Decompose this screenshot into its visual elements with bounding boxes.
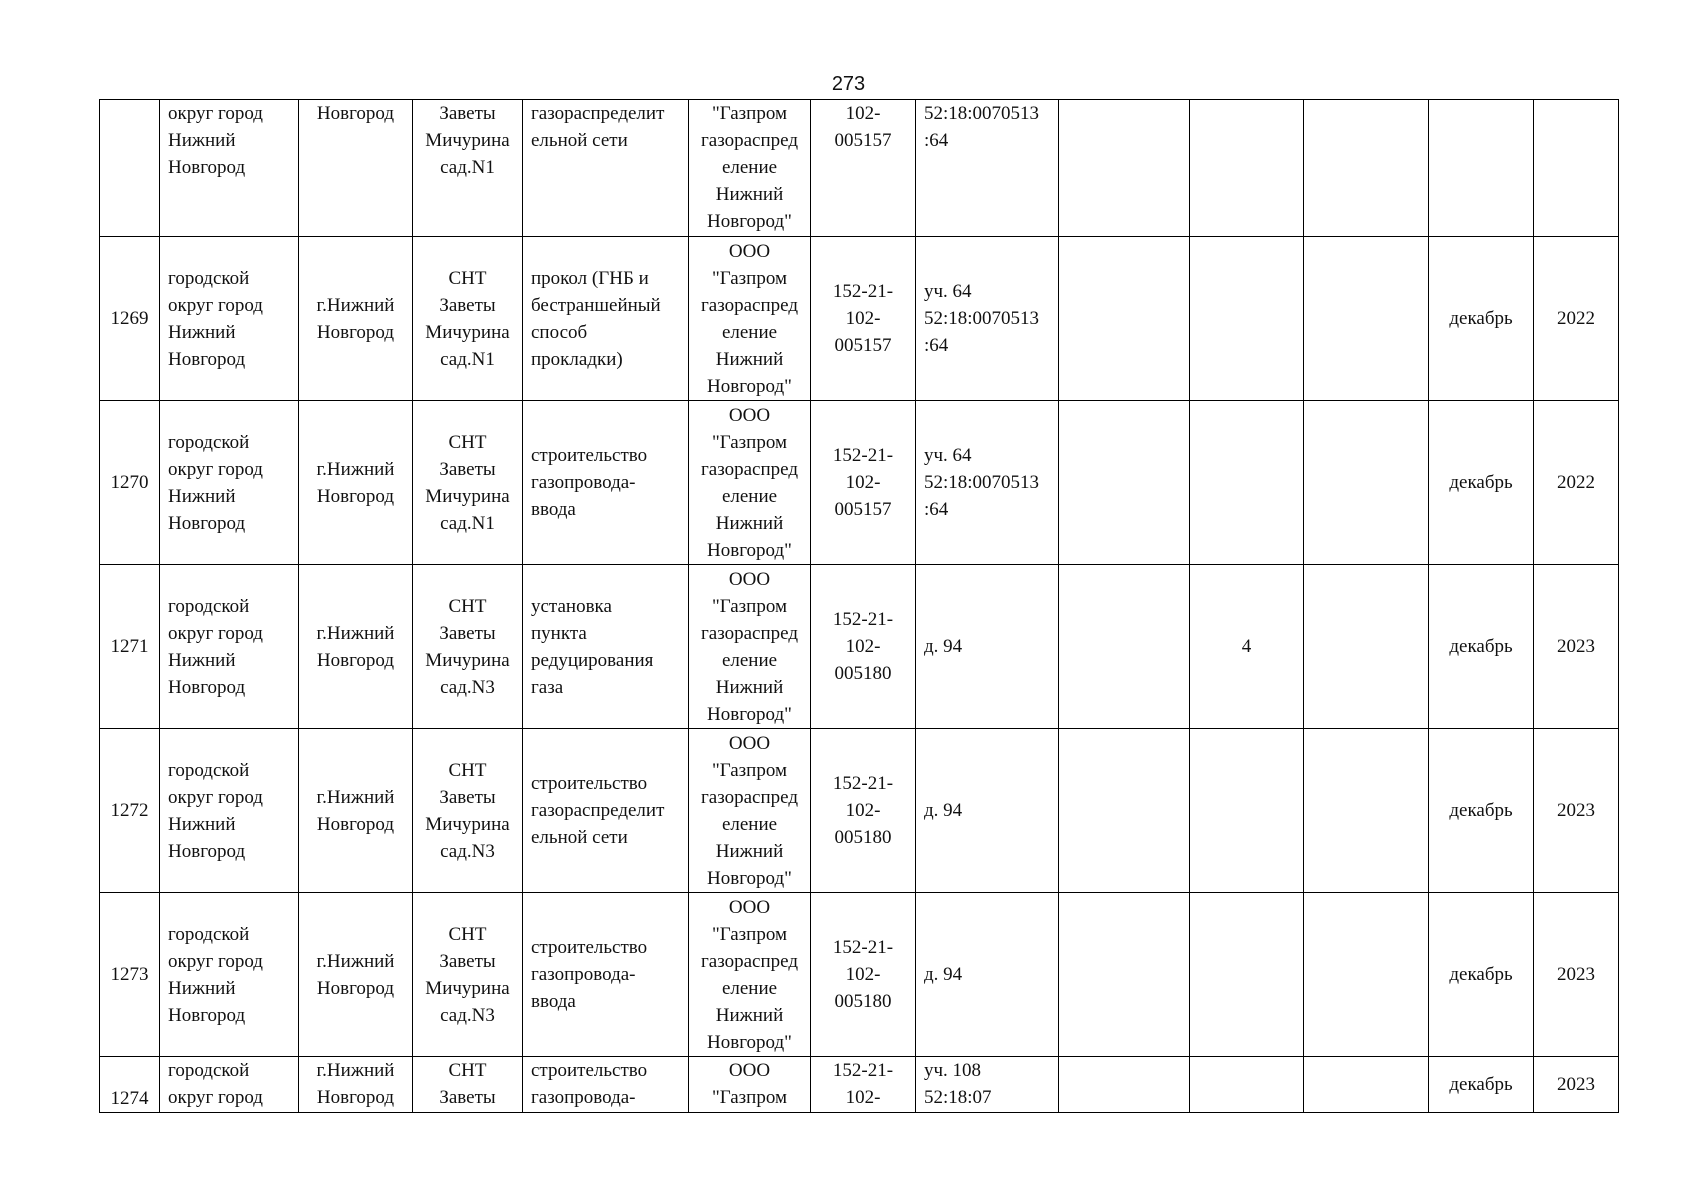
district-cell-line: округ город — [168, 786, 263, 808]
request-number-cell-line: 102- — [845, 308, 881, 329]
district-cell-line: Нижний — [168, 485, 236, 507]
city-cell — [299, 729, 413, 893]
request-number-cell — [811, 401, 916, 565]
organization-cell-line: еление — [721, 485, 778, 507]
value-cell-2 — [1190, 893, 1304, 1057]
district-cell-line: округ город — [168, 1087, 263, 1108]
organization-cell-line: Нижний — [715, 184, 784, 205]
organization-cell — [689, 401, 811, 565]
work-type-cell — [523, 565, 689, 729]
request-number-cell-line: 152-21- — [832, 609, 894, 630]
value-cell-2 — [1190, 729, 1304, 893]
city-cell-line: г.Нижний — [316, 786, 395, 808]
address-cell — [916, 565, 1059, 729]
organization-cell-line: "Газпром — [711, 595, 788, 617]
organization-cell — [689, 893, 811, 1057]
organization-cell-line: "Газпром — [711, 103, 788, 124]
organization-cell-line: "Газпром — [711, 759, 788, 781]
snt-cell-line: Мичурина — [425, 977, 510, 999]
address-cell — [916, 237, 1059, 401]
snt-cell-line: сад.N3 — [440, 840, 495, 862]
organization-cell-line: ООО — [728, 404, 771, 426]
year-cell: 2022 — [1534, 237, 1619, 401]
year-cell: 2023 — [1534, 1057, 1619, 1113]
snt-cell — [413, 565, 523, 729]
work-type-cell-line: газопровода- — [531, 1087, 636, 1108]
empty-cell-3 — [1304, 565, 1429, 729]
district-cell-line: округ город — [168, 622, 263, 644]
work-type-cell-line: установка — [531, 595, 612, 617]
organization-cell-line: Новгород" — [707, 867, 792, 889]
snt-cell-line: Заветы — [439, 1087, 496, 1108]
city-cell-line: г.Нижний — [316, 950, 395, 972]
address-cell-line: :64 — [924, 499, 949, 520]
organization-cell — [689, 237, 811, 401]
district-cell-line: округ город — [168, 294, 263, 316]
work-type-cell-line: ввода — [531, 991, 576, 1012]
address-cell — [916, 401, 1059, 565]
row-number-cell: 1273 — [100, 893, 160, 1057]
work-type-cell-line: строительство — [531, 1060, 648, 1081]
organization-cell-line: ООО — [728, 896, 771, 918]
row-number-cell: 1271 — [100, 565, 160, 729]
city-cell — [299, 401, 413, 565]
table-row — [100, 1057, 1619, 1113]
organization-cell-line: газораспред — [700, 950, 798, 972]
empty-cell-1 — [1059, 893, 1190, 1057]
work-type-cell — [523, 729, 689, 893]
empty-cell-1 — [1059, 565, 1190, 729]
request-number-cell-line: 005180 — [834, 663, 892, 684]
table-row — [100, 401, 1619, 565]
city-cell-line: г.Нижний — [316, 622, 395, 644]
table-row — [100, 237, 1619, 401]
work-type-cell-line: ельной сети — [531, 827, 628, 848]
organization-cell-line: "Газпром — [711, 431, 788, 453]
work-type-cell-line: способ — [531, 321, 588, 343]
snt-cell — [413, 893, 523, 1057]
snt-cell-line: СНТ — [448, 923, 487, 945]
organization-cell-line: ООО — [728, 240, 771, 262]
address-cell-line: 52:18:07 — [924, 1087, 992, 1108]
organization-cell-line: газораспред — [700, 458, 798, 480]
work-type-cell-line: строительство — [531, 773, 648, 794]
snt-cell-line: сад.N1 — [440, 348, 495, 370]
district-cell-line: городской — [168, 267, 250, 289]
address-cell — [916, 1057, 1059, 1113]
snt-cell — [413, 729, 523, 893]
district-cell-line: Нижний — [168, 977, 236, 999]
address-cell — [916, 729, 1059, 893]
snt-cell-line: Заветы — [439, 103, 496, 124]
district-cell — [160, 100, 299, 237]
district-cell-line: Новгород — [168, 348, 246, 370]
request-number-cell-line: 152-21- — [832, 445, 894, 466]
snt-cell-line: Мичурина — [425, 485, 510, 507]
city-cell — [299, 893, 413, 1057]
year-cell: 2023 — [1534, 729, 1619, 893]
request-number-cell-line: 102- — [845, 1087, 881, 1108]
city-cell — [299, 1057, 413, 1113]
request-number-cell — [811, 1057, 916, 1113]
empty-cell-1 — [1059, 401, 1190, 565]
snt-cell-line: Заветы — [439, 294, 496, 316]
empty-cell-1 — [1059, 1057, 1190, 1113]
work-type-cell — [523, 401, 689, 565]
work-type-cell-line: прокладки) — [531, 348, 623, 370]
request-number-cell-line: 102- — [845, 800, 881, 821]
row-number-cell: 1274 — [100, 1057, 160, 1113]
address-cell-line: уч. 64 — [924, 281, 972, 302]
city-cell-line: г.Нижний — [316, 1060, 395, 1081]
snt-cell-line: сад.N3 — [440, 676, 495, 698]
month-cell: декабрь — [1429, 401, 1534, 565]
address-cell-line: :64 — [924, 130, 949, 151]
district-cell-line: Новгород — [168, 512, 246, 534]
empty-cell-1 — [1059, 729, 1190, 893]
address-cell-line: 52:18:0070513 — [924, 472, 1040, 493]
address-cell-line: 52:18:0070513 — [924, 308, 1040, 329]
year-cell — [1534, 100, 1619, 237]
city-cell-line: Новгород — [316, 977, 395, 999]
snt-cell-line: СНТ — [448, 1060, 487, 1081]
request-number-cell-line: 005157 — [834, 335, 892, 356]
address-cell-line: 52:18:0070513 — [924, 103, 1040, 124]
work-type-cell — [523, 1057, 689, 1113]
organization-cell — [689, 1057, 811, 1113]
organization-cell-line: газораспред — [700, 294, 798, 316]
snt-cell-line: Заветы — [439, 458, 496, 480]
request-number-cell-line: 152-21- — [832, 937, 894, 958]
organization-cell-line: еление — [721, 977, 778, 999]
city-cell-line: Новгород — [316, 649, 395, 671]
organization-cell-line: Нижний — [715, 1004, 784, 1026]
empty-cell-3 — [1304, 729, 1429, 893]
city-cell — [299, 100, 413, 237]
value-cell-2 — [1190, 100, 1304, 237]
request-number-cell-line: 152-21- — [832, 281, 894, 302]
work-type-cell-line: газопровода- — [531, 472, 636, 493]
work-type-cell-line: газораспределит — [531, 103, 665, 124]
district-cell — [160, 565, 299, 729]
empty-cell-3 — [1304, 401, 1429, 565]
district-cell-line: городской — [168, 759, 250, 781]
request-number-cell-line: 102- — [845, 964, 881, 985]
address-cell — [916, 100, 1059, 237]
snt-cell-line: Заветы — [439, 786, 496, 808]
city-cell-line: г.Нижний — [316, 294, 395, 316]
organization-cell-line: Нижний — [715, 676, 784, 698]
organization-cell — [689, 100, 811, 237]
address-cell-line: уч. 108 — [924, 1060, 982, 1081]
district-cell-line: городской — [168, 923, 250, 945]
organization-cell-line: Новгород" — [707, 375, 792, 397]
empty-cell-3 — [1304, 100, 1429, 237]
district-cell — [160, 893, 299, 1057]
work-type-cell-line: редуцирования — [531, 649, 654, 671]
month-cell: декабрь — [1429, 565, 1534, 729]
month-cell: декабрь — [1429, 237, 1534, 401]
organization-cell — [689, 729, 811, 893]
work-type-cell-line: прокол (ГНБ и — [531, 267, 649, 289]
empty-cell-3 — [1304, 893, 1429, 1057]
year-cell: 2022 — [1534, 401, 1619, 565]
city-cell-line: Новгород — [316, 103, 395, 124]
snt-cell-line: Мичурина — [425, 649, 510, 671]
work-type-cell-line: ельной сети — [531, 130, 628, 151]
request-number-cell-line: 102- — [845, 636, 881, 657]
request-number-cell — [811, 893, 916, 1057]
organization-cell-line: "Газпром — [711, 267, 788, 289]
page-number: 273 — [831, 73, 866, 95]
address-cell-line: д. 94 — [924, 964, 963, 985]
request-number-cell-line: 102- — [845, 103, 881, 124]
city-cell-line: Новгород — [316, 321, 395, 343]
year-cell: 2023 — [1534, 893, 1619, 1057]
organization-cell-line: "Газпром — [711, 923, 788, 945]
table-row — [100, 729, 1619, 893]
work-type-cell-line: строительство — [531, 937, 648, 958]
work-type-cell-line: пункта — [531, 622, 587, 644]
month-cell — [1429, 100, 1534, 237]
snt-cell — [413, 401, 523, 565]
request-number-cell — [811, 729, 916, 893]
snt-cell-line: СНТ — [448, 595, 487, 617]
city-cell-line: г.Нижний — [316, 458, 395, 480]
snt-cell-line: Мичурина — [425, 130, 510, 151]
empty-cell-1 — [1059, 100, 1190, 237]
row-number-cell — [100, 100, 160, 237]
snt-cell-line: СНТ — [448, 431, 487, 453]
organization-cell-line: "Газпром — [711, 1087, 788, 1108]
gas-connection-register-table — [99, 99, 1619, 1113]
work-type-cell-line: газораспределит — [531, 800, 665, 821]
snt-cell-line: сад.N1 — [440, 157, 495, 178]
district-cell-line: округ город — [168, 950, 263, 972]
work-type-cell — [523, 893, 689, 1057]
organization-cell-line: еление — [721, 813, 778, 835]
district-cell-line: Нижний — [168, 813, 236, 835]
request-number-cell-line: 005180 — [834, 827, 892, 848]
empty-cell-1 — [1059, 237, 1190, 401]
address-cell-line: д. 94 — [924, 636, 963, 657]
organization-cell-line: еление — [721, 321, 778, 343]
snt-cell-line: Мичурина — [425, 813, 510, 835]
month-cell: декабрь — [1429, 729, 1534, 893]
organization-cell-line: газораспред — [700, 622, 798, 644]
empty-cell-3 — [1304, 1057, 1429, 1113]
organization-cell-line: Новгород" — [707, 211, 792, 232]
city-cell — [299, 565, 413, 729]
snt-cell-line: СНТ — [448, 759, 487, 781]
organization-cell-line: Нижний — [715, 348, 784, 370]
organization-cell — [689, 565, 811, 729]
snt-cell-line: Заветы — [439, 950, 496, 972]
row-number-cell: 1270 — [100, 401, 160, 565]
district-cell-line: городской — [168, 1060, 250, 1081]
work-type-cell-line: бестраншейный — [531, 294, 661, 316]
district-cell — [160, 729, 299, 893]
row-number-cell: 1269 — [100, 237, 160, 401]
district-cell-line: городской — [168, 595, 250, 617]
snt-cell — [413, 237, 523, 401]
work-type-cell-line: газа — [531, 676, 564, 698]
district-cell-line: Новгород — [168, 1004, 246, 1026]
organization-cell-line: газораспред — [700, 130, 798, 151]
district-cell — [160, 401, 299, 565]
month-cell: декабрь — [1429, 1057, 1534, 1113]
address-cell-line: :64 — [924, 335, 949, 356]
organization-cell-line: ООО — [728, 1060, 771, 1081]
value-cell-2 — [1190, 1057, 1304, 1113]
district-cell-line: Нижний — [168, 321, 236, 343]
request-number-cell-line: 005157 — [834, 130, 892, 151]
work-type-cell — [523, 237, 689, 401]
table-row — [100, 565, 1619, 729]
snt-cell-line: Мичурина — [425, 321, 510, 343]
city-cell — [299, 237, 413, 401]
year-cell: 2023 — [1534, 565, 1619, 729]
value-cell-2 — [1190, 237, 1304, 401]
address-cell — [916, 893, 1059, 1057]
organization-cell-line: газораспред — [700, 786, 798, 808]
organization-cell-line: Нижний — [715, 512, 784, 534]
snt-cell — [413, 100, 523, 237]
request-number-cell — [811, 237, 916, 401]
snt-cell-line: сад.N3 — [440, 1004, 495, 1026]
request-number-cell — [811, 565, 916, 729]
organization-cell-line: ООО — [728, 568, 771, 590]
district-cell-line: Новгород — [168, 840, 246, 862]
request-number-cell-line: 005157 — [834, 499, 892, 520]
request-number-cell-line: 152-21- — [832, 773, 894, 794]
table-row — [100, 893, 1619, 1057]
city-cell-line: Новгород — [316, 485, 395, 507]
district-cell-line: округ город — [168, 458, 263, 480]
district-cell-line: Новгород — [168, 157, 246, 178]
organization-cell-line: Нижний — [715, 840, 784, 862]
work-type-cell-line: газопровода- — [531, 964, 636, 985]
district-cell-line: Нижний — [168, 649, 236, 671]
organization-cell-line: Новгород" — [707, 703, 792, 725]
snt-cell-line: Заветы — [439, 622, 496, 644]
district-cell-line: Нижний — [168, 130, 236, 151]
month-cell: декабрь — [1429, 893, 1534, 1057]
empty-cell-3 — [1304, 237, 1429, 401]
row-number-cell: 1272 — [100, 729, 160, 893]
snt-cell — [413, 1057, 523, 1113]
district-cell-line: городской — [168, 431, 250, 453]
district-cell — [160, 1057, 299, 1113]
request-number-cell — [811, 100, 916, 237]
district-cell-line: Новгород — [168, 676, 246, 698]
request-number-cell-line: 152-21- — [832, 1060, 894, 1081]
work-type-cell — [523, 100, 689, 237]
organization-cell-line: еление — [721, 649, 778, 671]
snt-cell-line: сад.N1 — [440, 512, 495, 534]
organization-cell-line: Новгород" — [707, 1031, 792, 1053]
value-cell-2: 4 — [1190, 565, 1304, 729]
address-cell-line: д. 94 — [924, 800, 963, 821]
organization-cell-line: еление — [721, 157, 778, 178]
snt-cell-line: СНТ — [448, 267, 487, 289]
district-cell-line: округ город — [168, 103, 263, 124]
organization-cell-line: Новгород" — [707, 539, 792, 561]
value-cell-2 — [1190, 401, 1304, 565]
district-cell — [160, 237, 299, 401]
city-cell-line: Новгород — [316, 813, 395, 835]
table-body — [100, 100, 1619, 1113]
address-cell-line: уч. 64 — [924, 445, 972, 466]
table-row — [100, 100, 1619, 237]
request-number-cell-line: 005180 — [834, 991, 892, 1012]
request-number-cell-line: 102- — [845, 472, 881, 493]
work-type-cell-line: строительство — [531, 445, 648, 466]
organization-cell-line: ООО — [728, 732, 771, 754]
work-type-cell-line: ввода — [531, 499, 576, 520]
city-cell-line: Новгород — [316, 1087, 395, 1108]
